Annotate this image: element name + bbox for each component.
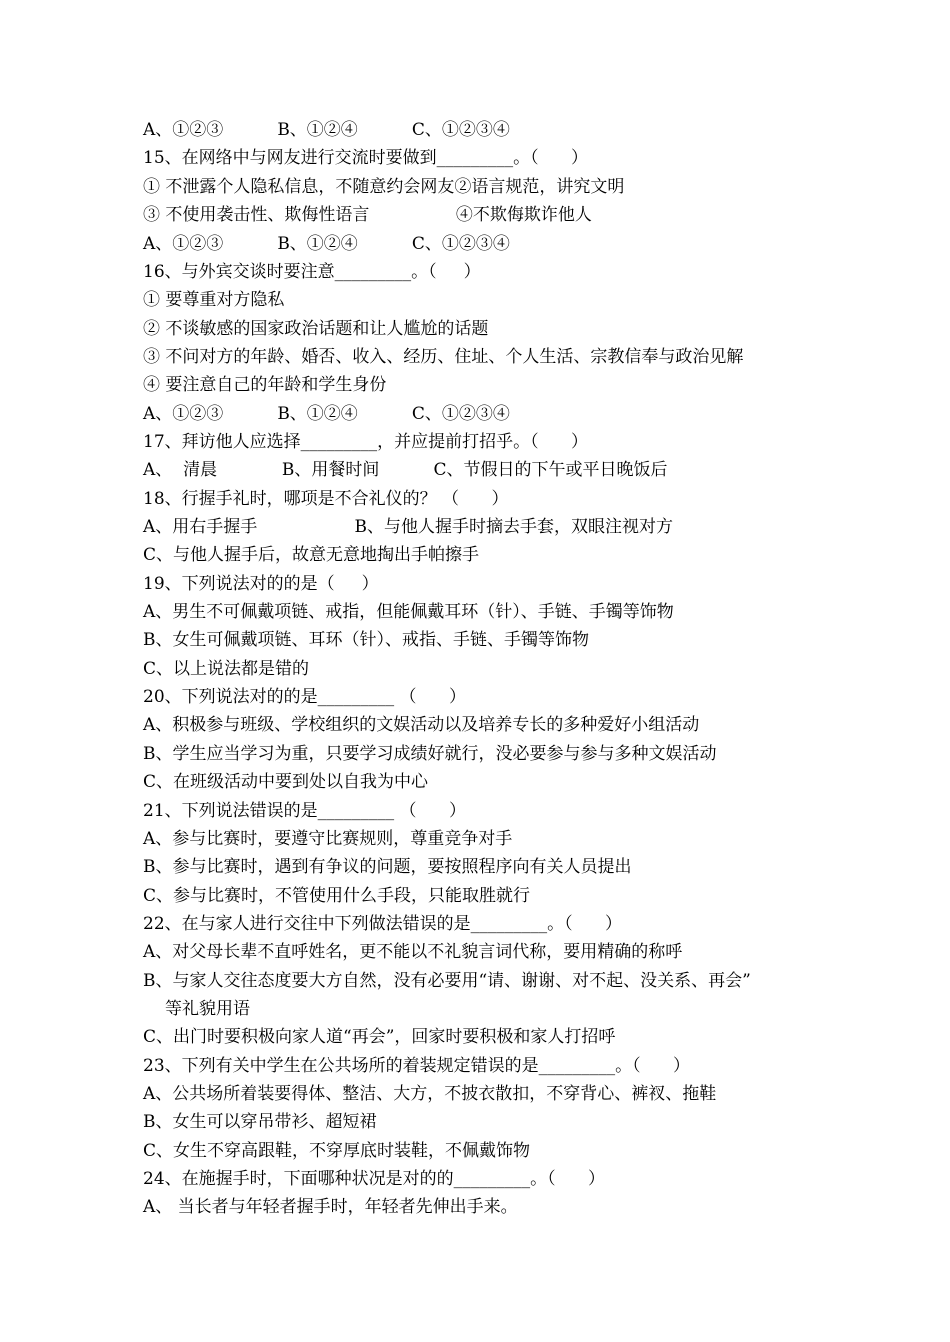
question-16-item-4: ④ 要注意自己的年龄和学生身份 (143, 375, 387, 395)
question-20-option-c: C、在班级活动中要到处以自我为中心 (143, 772, 429, 792)
answer-options-14: A、①②③ B、①②④ C、①②③④ (143, 120, 510, 140)
question-21-option-c: C、参与比赛时，不管使用什么手段，只能取胜就行 (143, 886, 531, 906)
question-19: 19、下列说法对的的是（ ） (143, 574, 379, 594)
question-22-option-b-continued: 等礼貌用语 (165, 999, 250, 1019)
question-23-option-c: C、女生不穿高跟鞋，不穿厚底时装鞋，不佩戴饰物 (143, 1141, 531, 1161)
question-21: 21、下列说法错误的是_________ （ ） (143, 801, 466, 821)
question-15-item-1-2: ① 不泄露个人隐私信息，不随意约会网友②语言规范，讲究文明 (143, 177, 625, 197)
question-23-option-b: B、女生可以穿吊带衫、超短裙 (143, 1112, 377, 1132)
question-16-item-2: ② 不谈敏感的国家政治话题和让人尴尬的话题 (143, 319, 489, 339)
question-16-item-1: ① 要尊重对方隐私 (143, 290, 285, 310)
question-18-options-a-b: A、用右手握手 B、与他人握手时摘去手套，双眼注视对方 (143, 517, 674, 537)
question-16: 16、与外宾交谈时要注意_________。（ ） (143, 262, 481, 282)
question-18-option-c: C、与他人握手后，故意无意地掏出手帕擦手 (143, 545, 480, 565)
answer-options-15: A、①②③ B、①②④ C、①②③④ (143, 234, 510, 254)
answer-options-16: A、①②③ B、①②④ C、①②③④ (143, 404, 510, 424)
question-20-option-b: B、学生应当学习为重，只要学习成绩好就行，没必要参与参与多种文娱活动 (143, 744, 717, 764)
question-17-options: A、 清晨 B、用餐时间 C、节假日的下午或平日晚饭后 (143, 460, 668, 480)
question-20-option-a: A、积极参与班级、学校组织的文娱活动以及培养专长的多种爱好小组活动 (143, 715, 700, 735)
question-19-option-b: B、女生可佩戴项链、耳环（针）、戒指、手链、手镯等饰物 (143, 630, 589, 650)
question-22-option-c: C、出门时要积极向家人道“再会”，回家时要积极和家人打招呼 (143, 1027, 616, 1047)
question-24: 24、在施握手时，下面哪种状况是对的的_________。（ ） (143, 1169, 606, 1189)
question-21-option-a: A、参与比赛时，要遵守比赛规则，尊重竞争对手 (143, 829, 513, 849)
question-15: 15、在网络中与网友进行交流时要做到_________。（ ） (143, 148, 589, 168)
question-23-option-a: A、公共场所着装要得体、整洁、大方，不披衣散扣，不穿背心、裤衩、拖鞋 (143, 1084, 717, 1104)
question-23: 23、下列有关中学生在公共场所的着装规定错误的是_________。（ ） (143, 1056, 691, 1076)
question-18: 18、行握手礼时，哪项是不合礼仪的？ （ ） (143, 489, 509, 509)
question-20: 20、下列说法对的的是_________ （ ） (143, 687, 466, 707)
question-22-option-b: B、与家人交往态度要大方自然，没有必要用“请、谢谢、对不起、没关系、再会” (143, 971, 751, 991)
question-21-option-b: B、参与比赛时，遇到有争议的问题，要按照程序向有关人员提出 (143, 857, 632, 877)
question-17: 17、拜访他人应选择_________，并应提前打招乎。（ ） (143, 432, 589, 452)
question-22-option-a: A、对父母长辈不直呼姓名，更不能以不礼貌言词代称，要用精确的称呼 (143, 942, 683, 962)
question-22: 22、在与家人进行交往中下列做法错误的是_________。（ ） (143, 914, 623, 934)
question-24-option-a: A、 当长者与年轻者握手时，年轻者先伸出手来。 (143, 1197, 518, 1217)
question-15-item-3-4: ③ 不使用袭击性、欺侮性语言 ④不欺侮欺诈他人 (143, 205, 592, 225)
question-19-option-c: C、以上说法都是错的 (143, 659, 310, 679)
question-19-option-a: A、男生不可佩戴项链、戒指，但能佩戴耳环（针）、手链、手镯等饰物 (143, 602, 674, 622)
question-16-item-3: ③ 不问对方的年龄、婚否、收入、经历、住址、个人生活、宗教信奉与政治见解 (143, 347, 744, 367)
